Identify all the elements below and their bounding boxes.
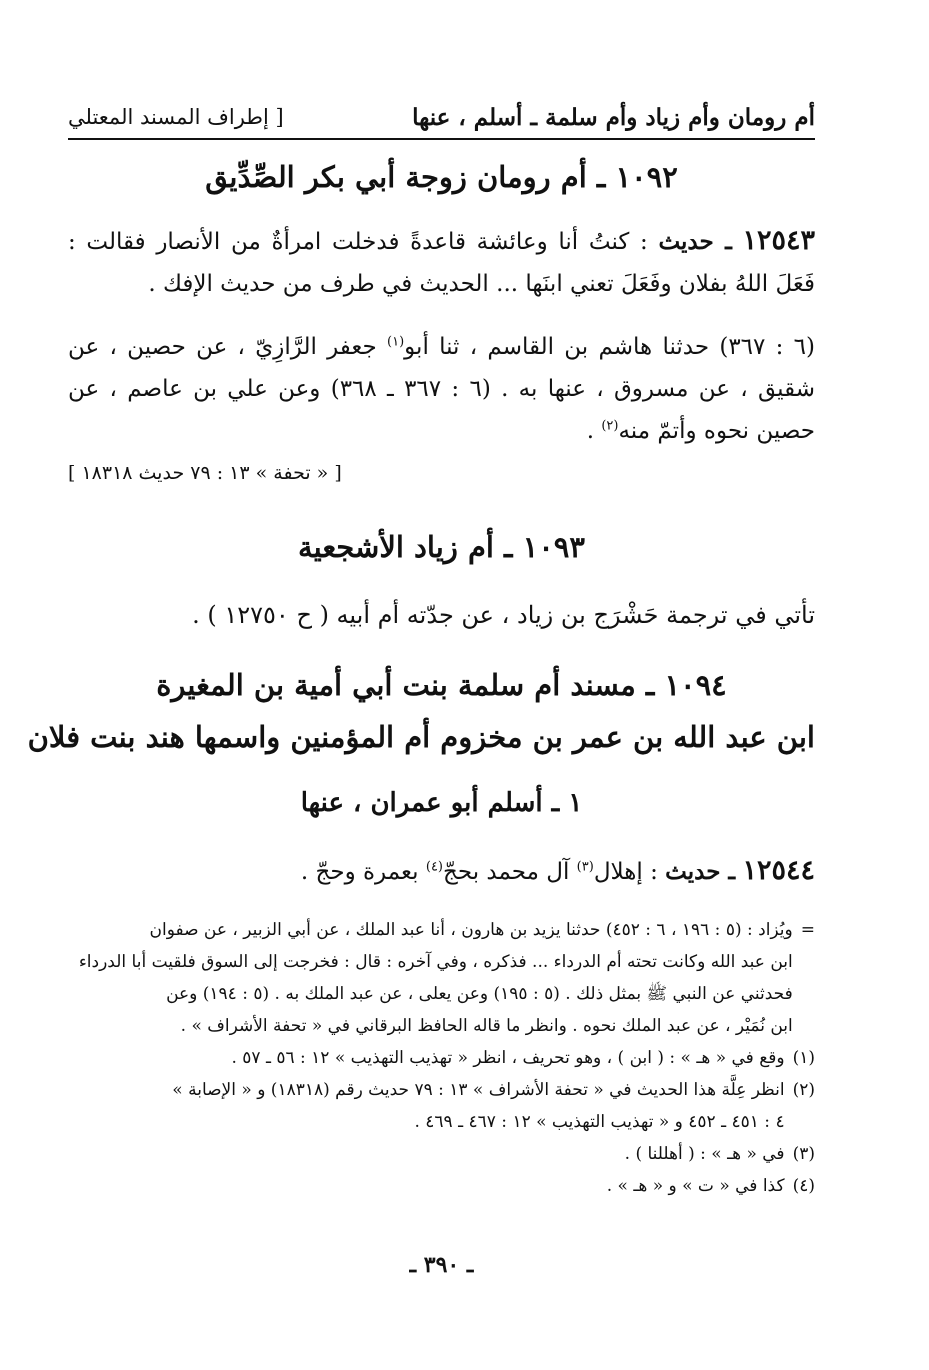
section-name: ـ أم رومان زوجة أبي بكر الصِّدِّيق bbox=[205, 160, 606, 194]
book-running-title: [ إطراف المسند المعتلي bbox=[68, 105, 284, 129]
note-1093: تأتي في ترجمة حَشْرَج بن زياد ، عن جدّته أم أبيه ( ح ١٢٧٥٠ ) . bbox=[192, 601, 815, 629]
chapter-running-title: أم رومان وأم زياد وأم سلمة ـ أسلم ، عنها bbox=[412, 103, 815, 131]
hadith-12544 bbox=[68, 850, 815, 893]
footnote-4 bbox=[68, 1170, 815, 1202]
section-number: ١٠٩٤ bbox=[664, 668, 727, 702]
footnote-line: ابن نُمَيْر ، عن عبد الملك نحوه . وانظر ما قاله الحافظ البرقاني في « تحفة الأشراف » . bbox=[180, 1016, 793, 1036]
continuation-marker: = bbox=[800, 920, 815, 940]
subsection-number: ١ bbox=[568, 788, 583, 818]
section-title-1093 bbox=[68, 530, 815, 564]
subsection-title bbox=[68, 788, 815, 818]
isnad-text-part1: (٦ : ٣٦٧) حدثنا هاشم بن القاسم ، ثنا أبو bbox=[404, 334, 816, 360]
hadith-keyword: ـ حديث bbox=[665, 858, 736, 885]
hadith-keyword: ـ حديث bbox=[658, 228, 732, 255]
footnote-line: كذا في « ت » و « هـ » . bbox=[606, 1176, 785, 1196]
page bbox=[27, 0, 816, 1370]
footnote-marker: (٤) bbox=[792, 1176, 815, 1196]
footnote-ref-1[interactable]: (١) bbox=[387, 334, 405, 350]
section-title-1092 bbox=[68, 160, 815, 194]
hadith-number: ١٢٥٤٤ bbox=[742, 855, 815, 886]
footnote-continuation bbox=[68, 914, 815, 1042]
section-name: ـ مسند أم سلمة بنت أبي أمية بن المغيرة bbox=[156, 668, 655, 702]
isnad-text-part2: جعفر الرَّازِيّ ، عن حصين ، عن شقيق ، عن مسروق ، عنها به . (٦ : ٣٦٧ ـ ٣٦٨) وعن علي بن عاصم ، عن حصين نحوه وأتمّ منه bbox=[68, 334, 815, 444]
hadith-12543 bbox=[68, 220, 815, 305]
footnote-line: ٤ : ٤٥١ ـ ٤٥٢ و « تهذيب التهذيب » ١٢ : ٤٦٧ ـ ٤٦٩ . bbox=[414, 1112, 785, 1132]
hadith-text: : كنتُ أنا وعائشة قاعدةً فدخلت امرأةٌ من الأنصار فقالت : فَعَلَ اللهُ بفلان وفَعَلَ تعني ابنَها ... الحديث في طرف من حديث الإفك . bbox=[68, 229, 815, 297]
footnotes bbox=[68, 914, 815, 1202]
tuhfa-reference: [ « تحفة » ١٣ : ٧٩ حديث ١٨٣١٨ ] bbox=[68, 462, 342, 484]
footnote-line: ابن عبد الله وكانت تحته أم الدرداء ... فذكره ، وفي آخره : قال : فخرجت إلى السوق فلقيت أبا الدرداء bbox=[78, 952, 793, 972]
subsection-name: ـ أسلم أبو عمران ، عنها bbox=[300, 788, 560, 818]
footnote-ref-4[interactable]: (٤) bbox=[425, 859, 443, 875]
footnote-line: انظر عِلَّة هذا الحديث في « تحفة الأشراف » ١٣ : ٧٩ حديث رقم (١٨٣١٨) و « الإصابة » bbox=[172, 1080, 785, 1100]
footnote-line: في « هـ » : ( أهللنا ) . bbox=[624, 1144, 785, 1164]
hadith-text-part1: : إهلال bbox=[593, 859, 658, 885]
running-header bbox=[68, 96, 815, 140]
section-title-1094-line2: ابن عبد الله بن عمر بن مخزوم أم المؤمنين واسمها هند بنت فلان bbox=[27, 720, 815, 754]
hadith-text-part3: بعمرة وحجّ . bbox=[300, 859, 426, 885]
footnote-ref-3[interactable]: (٣) bbox=[576, 859, 594, 875]
footnote-line: ويُزاد : (٥ : ١٩٦ ، ٦ : ٤٥٢) حدثنا يزيد بن هارون ، أنا عبد الملك ، عن أبي الزبير ، عن صفوان bbox=[149, 920, 793, 940]
footnote-2 bbox=[68, 1074, 815, 1138]
footnote-marker: (٣) bbox=[792, 1144, 815, 1164]
hadith-number: ١٢٥٤٣ bbox=[742, 225, 816, 256]
hadith-12543-isnad bbox=[68, 326, 815, 452]
footnote-marker: (٢) bbox=[792, 1080, 815, 1100]
isnad-text-end: . bbox=[586, 418, 602, 444]
footnote-1 bbox=[68, 1042, 815, 1074]
footnote-line: وقع في « هـ » : ( ابن ) ، وهو تحريف ، انظر « تهذيب التهذيب » ١٢ : ٥٦ ـ ٥٧ . bbox=[231, 1048, 785, 1068]
footnote-ref-2[interactable]: (٢) bbox=[601, 418, 619, 434]
page-number: ـ ٣٩٠ ـ bbox=[409, 1252, 474, 1278]
footnote-3 bbox=[68, 1138, 815, 1170]
section-name: ـ أم زياد الأشجعية bbox=[298, 530, 513, 564]
hadith-text-part2: آل محمد بحجّ bbox=[443, 859, 577, 885]
footnote-line: فحدثني عن النبي ﷺ بمثل ذلك . (٥ : ١٩٥) وعن يعلى ، عن عبد الملك به . (٥ : ١٩٤) وعن bbox=[166, 984, 793, 1004]
footnote-marker: (١) bbox=[792, 1048, 815, 1068]
section-number: ١٠٩٣ bbox=[522, 530, 585, 564]
section-number: ١٠٩٢ bbox=[615, 160, 678, 194]
section-title-1094 bbox=[68, 668, 815, 702]
